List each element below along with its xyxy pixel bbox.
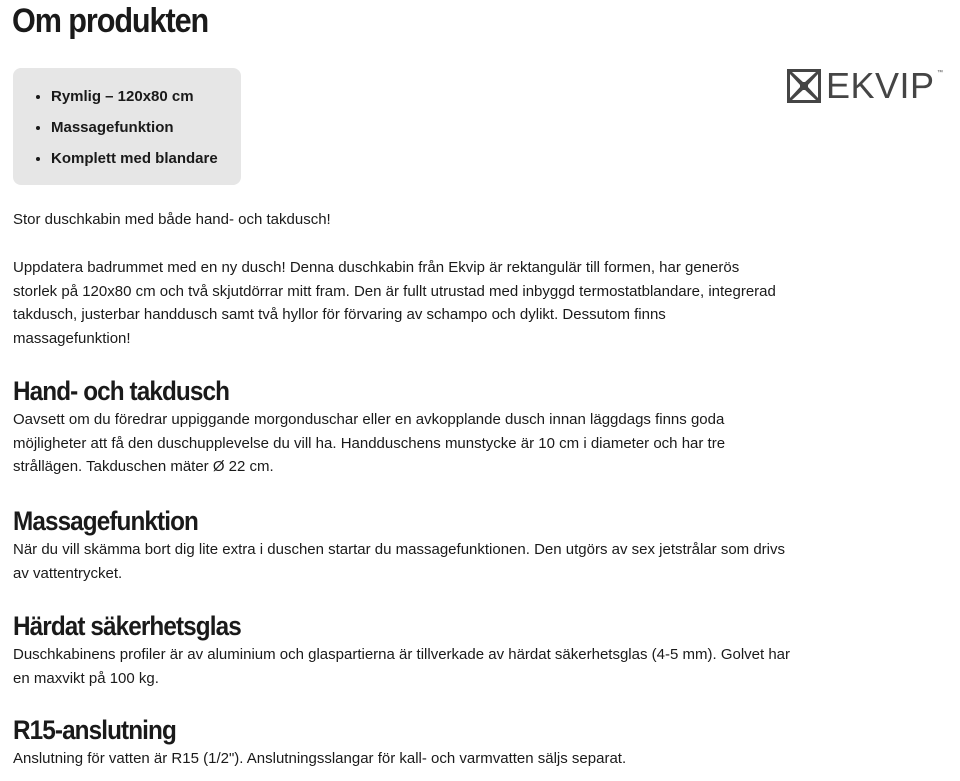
ekvip-logo-icon bbox=[787, 69, 821, 103]
section-heading: Massagefunktion bbox=[13, 506, 198, 536]
trademark-symbol: ™ bbox=[937, 70, 943, 76]
logo-wordmark: EKVIP bbox=[826, 65, 935, 106]
section-heading: Hand- och takdusch bbox=[13, 376, 230, 406]
section-heading: Härdat säkerhetsglas bbox=[13, 611, 241, 641]
highlights-box bbox=[13, 68, 241, 185]
intro-text: Stor duschkabin med både hand- och takdusch! bbox=[13, 211, 331, 228]
page-title: Om produkten bbox=[12, 2, 209, 40]
highlights-list bbox=[13, 68, 241, 174]
section-body: När du vill skämma bort dig lite extra i duschen startar du massagefunktionen. Den utgörs av sex jetstrålar som drivs av vattentrycket. bbox=[13, 541, 786, 582]
section-body: Duschkabinens profiler är av aluminium och glaspartierna är tillverkade av härdat säkerhetsglas (4-5 mm). Golvet har en maxvikt på 100 kg. bbox=[13, 646, 791, 687]
highlight-item: • Komplett med blandare bbox=[51, 143, 241, 174]
section-body: Oavsett om du föredrar uppiggande morgonduschar eller en avkopplande dusch innan läggdags finns goda möjligheter att få den duschupplevelse du vill ha. Handduschens munstycke är 10 cm i diameter och har tre strållägen. Takduschen mäter Ø 22 cm. bbox=[13, 411, 726, 475]
highlight-item: • Massagefunktion bbox=[51, 112, 241, 143]
brand-logo bbox=[787, 66, 947, 106]
highlight-item: • Rymlig – 120x80 cm bbox=[51, 81, 241, 112]
description-text: Uppdatera badrummet med en ny dusch! Denna duschkabin från Ekvip är rektangulär till formen, har generös storlek på 120x80 cm och två skjutdörrar mitt fram. Den är fullt utrustad med inbyggd termostatblandare, integrerad takdusch, justerbar handdusch samt två hyllor för förvaring av schampo och dylikt. Dessutom finns massagefunktion! bbox=[13, 259, 776, 347]
section-heading: R15-anslutning bbox=[13, 715, 176, 745]
section-body: Anslutning för vatten är R15 (1/2"). Anslutningsslangar för kall- och varmvatten säljs separat. bbox=[13, 750, 627, 767]
